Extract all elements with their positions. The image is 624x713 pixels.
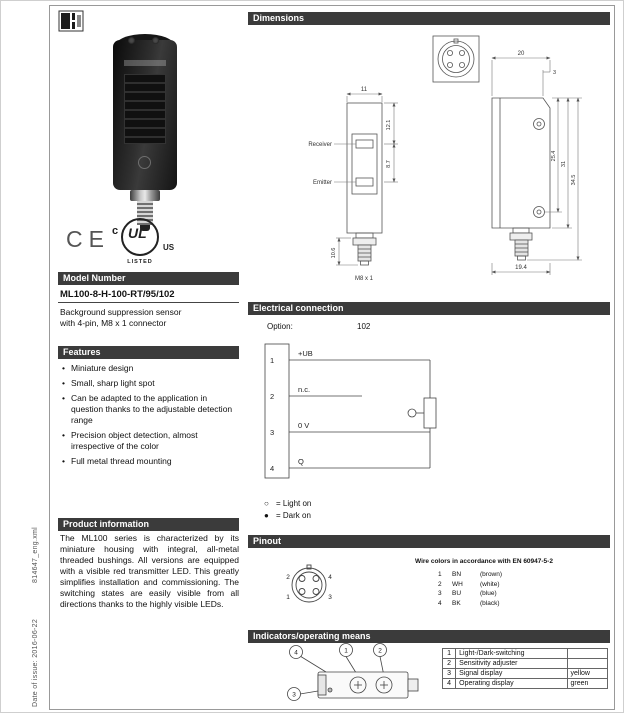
legend-light-on [264, 498, 311, 510]
feature-text: Can be adapted to the application in question thanks to the adjustable detection range [71, 393, 233, 425]
indicator-number: 2 [443, 659, 456, 669]
connector-pin-number: 1 [286, 594, 290, 601]
switching-legend [264, 498, 311, 522]
ul-listed-mark [112, 218, 176, 272]
feature-text: Small, sharp light spot [71, 378, 155, 388]
wire-number: 2 [438, 580, 442, 588]
dimensions-header: Dimensions [248, 12, 610, 25]
pin-label: 0 V [298, 421, 310, 430]
wire-code: WH [452, 580, 463, 588]
table-row [443, 659, 608, 669]
edge-rotated-text [32, 277, 39, 707]
wire-color: (brown) [480, 571, 503, 578]
wire-color: (white) [480, 580, 500, 588]
indicator-value [567, 649, 608, 659]
electrical-connection-header: Electrical connection [248, 302, 610, 315]
wire-colors-table [438, 570, 502, 608]
option-label: Option: [267, 322, 293, 331]
indicator-value [567, 659, 608, 669]
photo-type-label [124, 74, 166, 144]
wire-row [438, 599, 502, 609]
dark-on-text: = Dark on [276, 511, 311, 520]
pin-number: 3 [270, 428, 275, 437]
wiring-diagram [262, 336, 502, 486]
indicator-value: yellow [567, 669, 608, 679]
pin-number: 2 [270, 392, 275, 401]
dim-front-width: 11 [360, 87, 368, 93]
feature-text: Precision object detection, almost irrespective of the color [71, 430, 198, 451]
photo-ul-mark [138, 156, 151, 169]
legend-dark-on [264, 510, 311, 522]
callout-number: 3 [292, 691, 296, 699]
dimensions-drawing [248, 28, 610, 294]
receiver-label: Receiver [308, 142, 332, 148]
feature-text: Full metal thread mounting [71, 456, 172, 466]
document-id: 814647_eng.xml [32, 526, 39, 583]
model-number-value: ML100-8-H-100-RT/95/102 [60, 289, 175, 300]
callout-number: 1 [344, 647, 348, 655]
list-item [60, 363, 238, 374]
dim-side-width: 20 [517, 51, 525, 57]
list-item [60, 430, 238, 452]
connector-pin-number: 3 [328, 594, 332, 601]
dim-side-h3: 34.5 [571, 174, 577, 186]
photo-connector-nut [130, 190, 160, 201]
pin-label: n.c. [298, 385, 311, 394]
indicator-label: Signal display [456, 669, 567, 679]
front-view [347, 103, 382, 265]
divider [58, 302, 239, 303]
right-column [248, 6, 610, 709]
wire-colors-note: Wire colors in accordance with EN 60947-5-2 [415, 558, 553, 565]
ul-circle-icon [121, 218, 159, 256]
indicator-label: Operating display [456, 679, 567, 689]
dim-side-h2: 31 [561, 160, 567, 168]
wire-number: 1 [438, 571, 442, 578]
indicator-number: 3 [443, 669, 456, 679]
photo-screw [152, 37, 159, 44]
sensor-pictogram-icon [58, 10, 84, 32]
table-row [443, 649, 608, 659]
indicator-number: 1 [443, 649, 456, 659]
indicator-number: 4 [443, 679, 456, 689]
indicators-drawing [282, 642, 442, 708]
light-on-text: = Light on [276, 499, 312, 508]
wire-row [438, 589, 502, 599]
table-row [443, 679, 608, 689]
table-row [443, 669, 608, 679]
features-header: Features [58, 346, 239, 359]
model-description-line2: with 4-pin, M8 x 1 connector [60, 318, 167, 328]
feature-text: Miniature design [71, 363, 134, 373]
indicators-table [442, 648, 608, 689]
date-of-issue: Date of issue: 2016-06-22 [32, 618, 39, 707]
wire-color: (black) [480, 599, 500, 607]
dim-front-upper: 12.1 [386, 119, 392, 131]
dim-side-chamfer: 3 [553, 70, 557, 76]
connector-pin-number: 4 [328, 574, 332, 581]
list-item [60, 393, 238, 426]
wire-number: 3 [438, 590, 442, 597]
dim-connector-length: 10.6 [331, 247, 337, 259]
emitter-label: Emitter [312, 180, 332, 186]
list-item [60, 378, 238, 389]
wire-row [438, 570, 502, 580]
dim-side-h1: 25.4 [551, 150, 557, 162]
wire-code: BK [452, 599, 461, 607]
wire-row [438, 580, 502, 590]
callout-number: 2 [378, 647, 382, 655]
indicator-label: Light-/Dark-switching [456, 649, 567, 659]
ul-us-label: US [163, 243, 175, 252]
option-value: 102 [357, 322, 371, 331]
dark-on-symbol: ● [264, 511, 269, 520]
connector-face-diagram [274, 555, 344, 615]
indicator-label: Sensitivity adjuster [456, 659, 567, 669]
photo-brand-label [124, 60, 166, 66]
wire-number: 4 [438, 599, 442, 607]
list-item [60, 456, 238, 467]
pin-number: 4 [270, 464, 275, 473]
pin-number: 1 [270, 356, 275, 365]
product-information-text: The ML100 series is characterized by its miniature housing with integral, all-metal threaded bushings. All versions are equipped with a visible red transmitter LED. This greatly simplifies installation and commissioning. The switching states are easily visible from all directions thanks to the highly visible LEDs. [60, 533, 239, 609]
pin-label: Q [298, 457, 304, 466]
thread-label: M8 x 1 [354, 276, 374, 282]
pin-label: +UB [298, 349, 313, 358]
ul-letters: UL [128, 225, 147, 241]
photo-screw [128, 37, 135, 44]
wire-code: BN [452, 571, 462, 578]
side-view [433, 36, 550, 260]
dim-front-lower: 8.7 [386, 160, 392, 168]
model-description-line1: Background suppression sensor [60, 307, 182, 317]
indicator-value: green [567, 679, 608, 689]
dim-side-bottom: 19.4 [515, 265, 527, 271]
ce-mark: CE [66, 226, 110, 252]
left-column [58, 6, 239, 709]
ul-listed-label: LISTED [127, 259, 153, 265]
model-description [60, 307, 181, 329]
wire-color: (blue) [480, 590, 497, 597]
option-row [248, 322, 448, 334]
features-list [60, 363, 238, 471]
product-photo [94, 28, 204, 242]
pinout-header: Pinout [248, 535, 610, 548]
connector-pin-number: 2 [286, 574, 290, 581]
wire-code: BU [452, 590, 462, 597]
content-frame [49, 5, 615, 710]
light-on-symbol: ○ [264, 499, 269, 508]
ul-c-label: c [112, 225, 119, 237]
callout-number: 4 [294, 649, 298, 657]
product-information-header: Product information [58, 518, 239, 531]
indicators-header: Indicators/operating means [248, 630, 610, 643]
model-number-header: Model Number [58, 272, 239, 285]
